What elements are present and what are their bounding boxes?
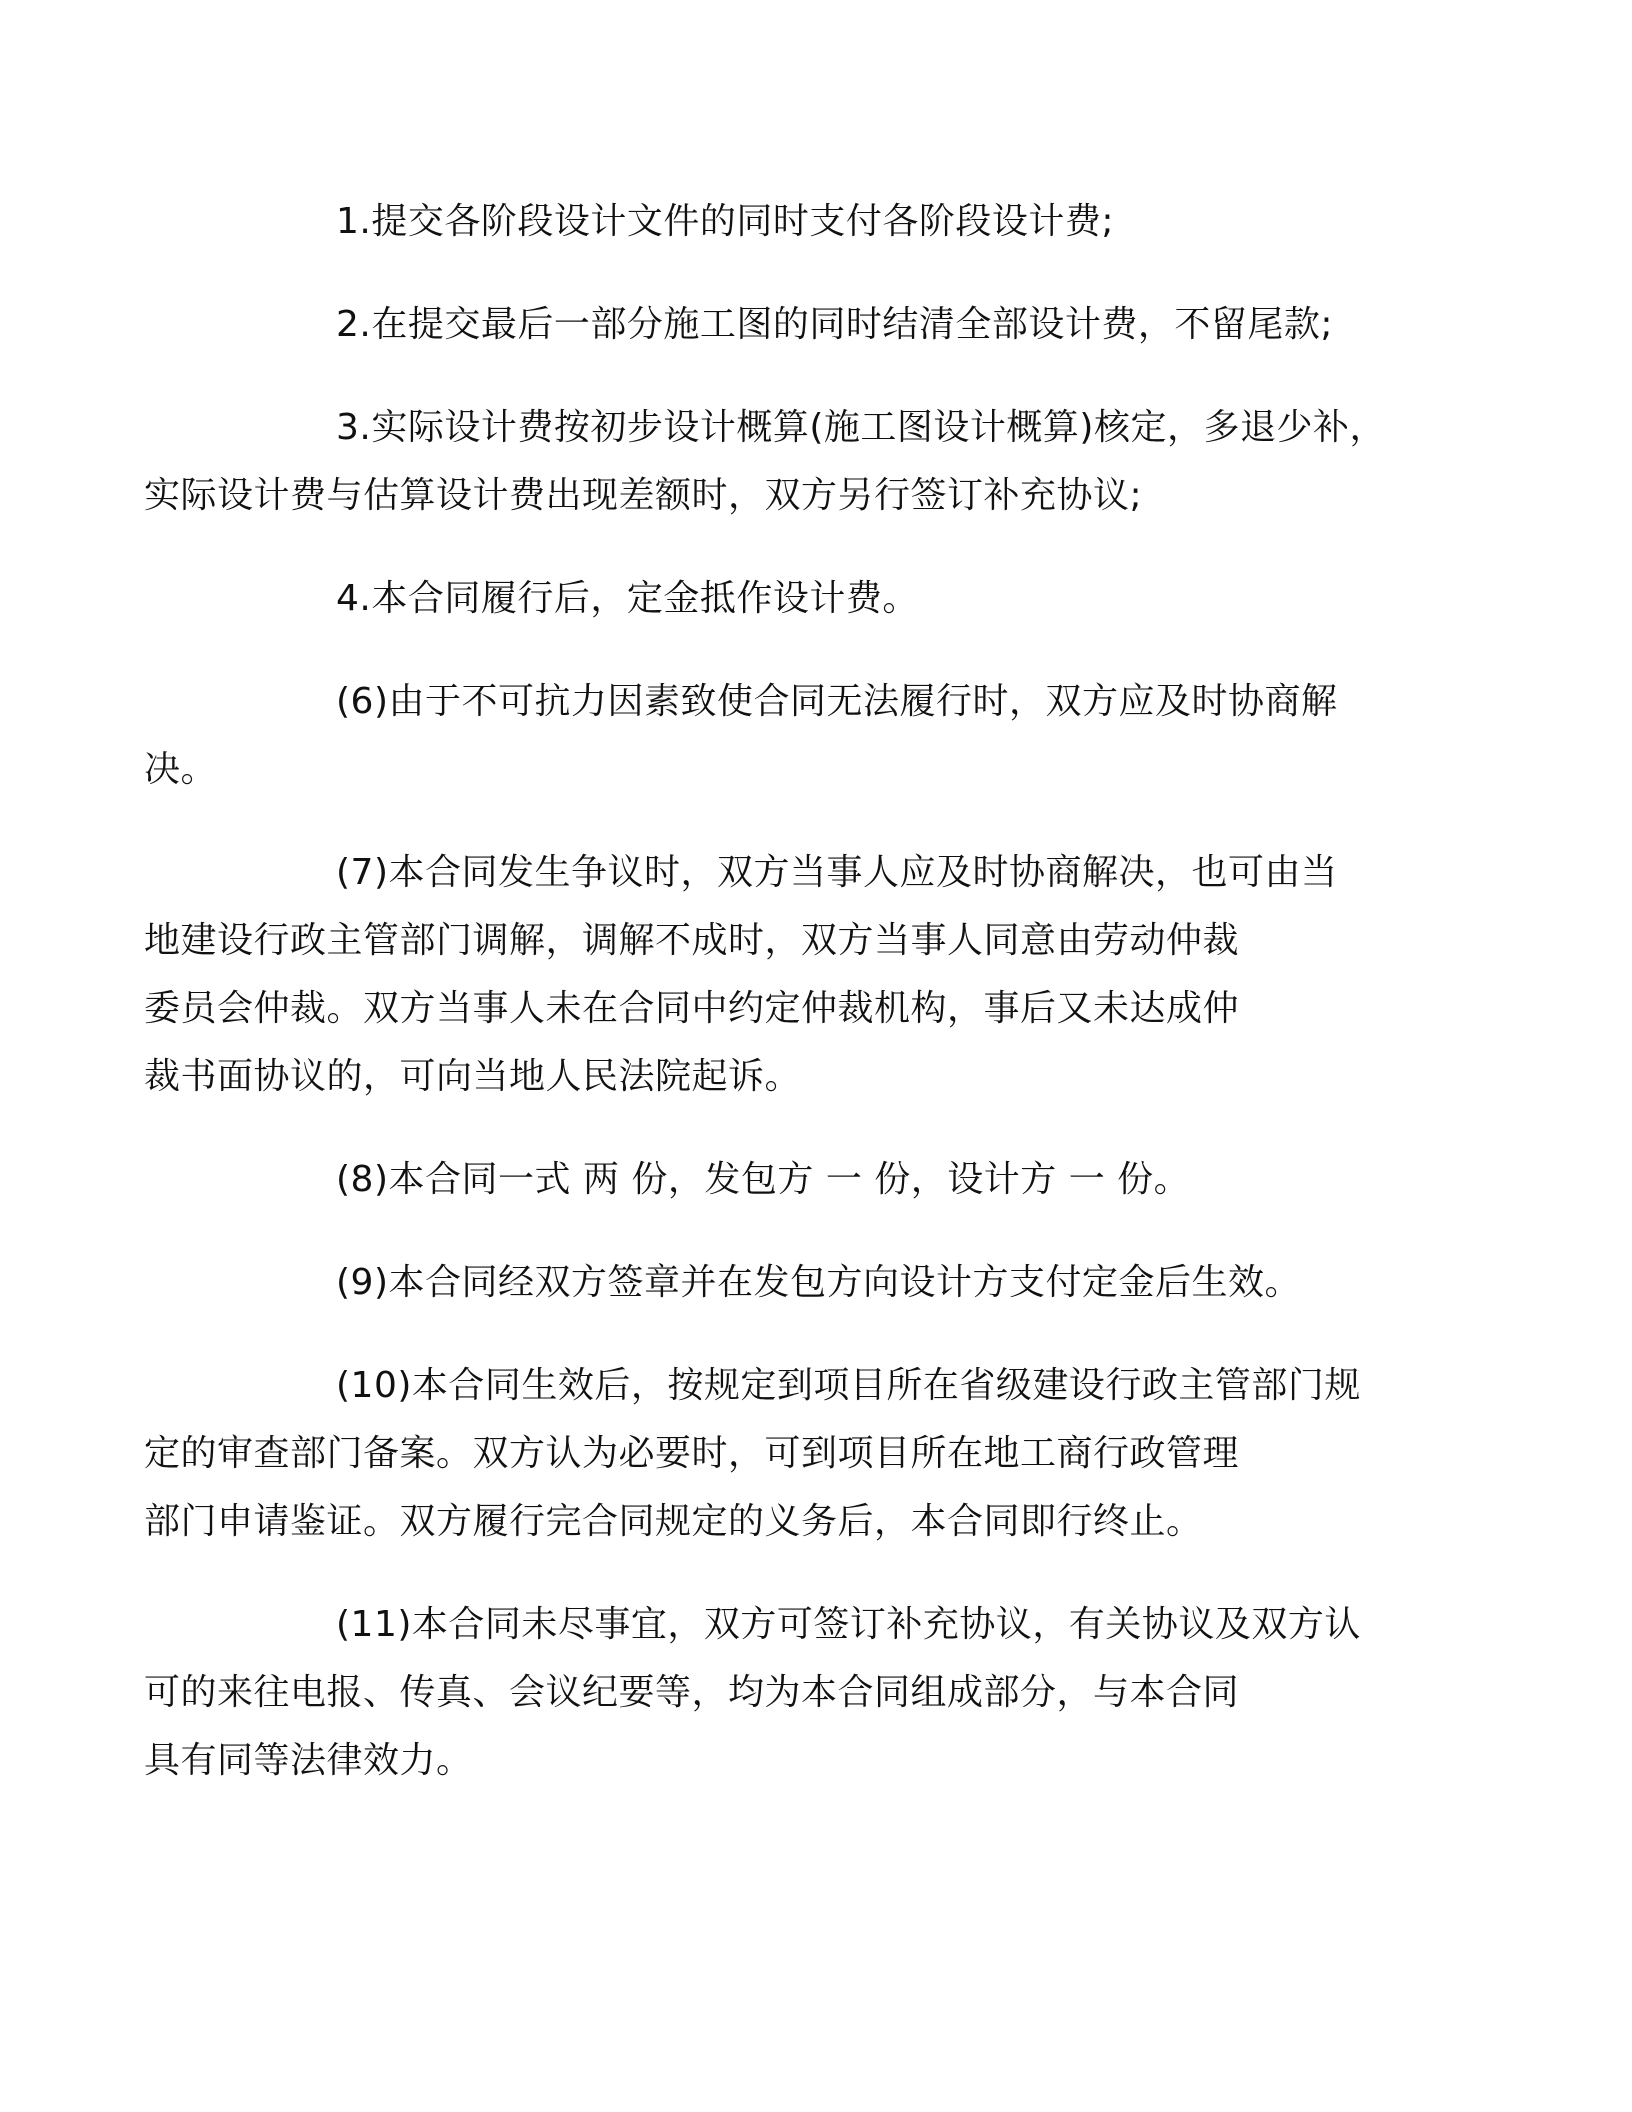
paragraph-line: 地建设行政主管部门调解，调解不成时，双方当事人同意由劳动仲裁 <box>144 920 1240 961</box>
paragraph-line: 具有同等法律效力。 <box>144 1740 473 1781</box>
document-body <box>144 188 1392 1830</box>
paragraph-line: 4.本合同履行后，定金抵作设计费。 <box>336 578 919 619</box>
paragraph-line: 定的审查部门备案。双方认为必要时，可到项目所在地工商行政管理 <box>144 1433 1240 1474</box>
paragraph-8 <box>240 1146 1392 1214</box>
paragraph-11 <box>144 1591 1392 1795</box>
paragraph-line: 2.在提交最后一部分施工图的同时结清全部设计费，不留尾款; <box>336 304 1333 345</box>
paragraph-line: 决。 <box>144 749 218 790</box>
paragraph-line: (10)本合同生效后，按规定到项目所在省级建设行政主管部门规 <box>336 1365 1361 1406</box>
paragraph-6 <box>144 668 1392 804</box>
paragraph-line: 3.实际设计费按初步设计概算(施工图设计概算)核定，多退少补， <box>336 407 1386 448</box>
paragraph-line: 委员会仲裁。双方当事人未在合同中约定仲裁机构，事后又未达成仲 <box>144 988 1240 1029</box>
paragraph-3 <box>144 394 1392 530</box>
paragraph-2 <box>240 291 1392 359</box>
paragraph-line: 可的来往电报、传真、会议纪要等，均为本合同组成部分，与本合同 <box>144 1672 1240 1713</box>
paragraph-9 <box>240 1249 1392 1317</box>
paragraph-line: 裁书面协议的，可向当地人民法院起诉。 <box>144 1056 802 1097</box>
paragraph-1 <box>240 188 1392 256</box>
paragraph-line: (8)本合同一式 两 份，发包方 一 份，设计方 一 份。 <box>336 1159 1191 1200</box>
paragraph-line: 部门申请鉴证。双方履行完合同规定的义务后，本合同即行终止。 <box>144 1501 1203 1542</box>
paragraph-7 <box>144 839 1392 1111</box>
paragraph-line: (9)本合同经双方签章并在发包方向设计方支付定金后生效。 <box>336 1262 1301 1303</box>
paragraph-line: (6)由于不可抗力因素致使合同无法履行时，双方应及时协商解 <box>336 681 1338 722</box>
paragraph-line: (11)本合同未尽事宜，双方可签订补充协议，有关协议及双方认 <box>336 1604 1361 1645</box>
paragraph-line: 1.提交各阶段设计文件的同时支付各阶段设计费; <box>336 201 1114 242</box>
paragraph-line: 实际设计费与估算设计费出现差额时，双方另行签订补充协议; <box>144 475 1143 516</box>
paragraph-10 <box>144 1352 1392 1556</box>
paragraph-4 <box>240 565 1392 633</box>
paragraph-line: (7)本合同发生争议时，双方当事人应及时协商解决，也可由当 <box>336 852 1338 893</box>
